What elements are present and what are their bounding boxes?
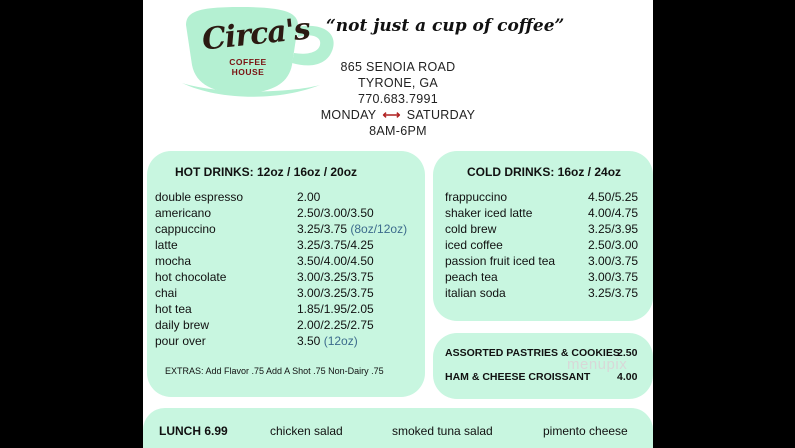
- item-price: 3.00/3.75: [588, 254, 639, 268]
- lunch-panel: [143, 408, 653, 448]
- item-name: double espresso: [155, 190, 244, 204]
- item-price: 2.50/3.00/3.50: [297, 206, 374, 220]
- item-price: 4.00/4.75: [588, 206, 639, 220]
- item-name: mocha: [155, 254, 192, 268]
- range-arrow-icon: ⟷: [382, 108, 401, 122]
- item-price: 2.50: [617, 347, 638, 359]
- item-name: pour over: [155, 334, 206, 348]
- item-price: 3.25/3.75 (8oz/12oz): [297, 222, 408, 236]
- item-name: iced coffee: [445, 238, 503, 252]
- hot-drinks-panel: [147, 151, 425, 397]
- menu-item: [445, 285, 645, 301]
- item-price: 2.50/3.00: [588, 238, 639, 252]
- item-price: 2.00: [297, 190, 321, 204]
- menu-item: [445, 205, 645, 221]
- menu-item: [155, 333, 415, 349]
- lunch-item: chicken salad: [270, 424, 343, 438]
- item-name: frappuccino: [445, 190, 508, 204]
- item-name: americano: [155, 206, 212, 220]
- address-street: 865 SENOIA ROAD: [340, 60, 456, 74]
- item-name: daily brew: [155, 318, 210, 332]
- item-price: 3.25/3.95: [588, 222, 639, 236]
- menu-item: [445, 237, 645, 253]
- menu-item: [445, 189, 645, 205]
- item-price: 3.50 (12oz): [297, 334, 358, 348]
- lunch-item: pimento cheese: [543, 424, 628, 438]
- logo-sub-line1: COFFEE: [229, 57, 267, 67]
- item-name: italian soda: [445, 286, 506, 300]
- item-price: 4.50/5.25: [588, 190, 639, 204]
- item-price: 2.00/2.25/2.75: [297, 318, 374, 332]
- logo: [180, 5, 340, 97]
- menu-item: [445, 269, 645, 285]
- cold-drinks-panel: [433, 151, 653, 321]
- menu-item: [155, 285, 415, 301]
- phone-number[interactable]: 770.683.7991: [357, 92, 439, 106]
- menu-item: [445, 253, 645, 269]
- item-name: cappuccino: [155, 222, 216, 236]
- hours: 8AM-6PM: [369, 124, 427, 138]
- item-price: 3.00/3.75: [588, 270, 639, 284]
- menu-item: [155, 221, 415, 237]
- item-price: 4.00: [617, 371, 638, 383]
- address-block: [320, 59, 476, 139]
- item-price: 3.25/3.75/4.25: [297, 238, 374, 252]
- item-price: 3.25/3.75: [588, 286, 639, 300]
- item-price: 3.50/4.00/4.50: [297, 254, 374, 268]
- cold-drinks-title: COLD DRINKS: 16oz / 24oz: [467, 165, 622, 179]
- item-name: HAM & CHEESE CROISSANT: [445, 371, 591, 383]
- item-name: hot tea: [155, 302, 192, 316]
- item-name: ASSORTED PASTRIES & COOKIES: [445, 347, 620, 359]
- logo-subtitle: [218, 57, 278, 77]
- menu-item: [155, 205, 415, 221]
- item-name: latte: [155, 238, 178, 252]
- extras-note: EXTRAS: Add Flavor .75 Add A Shot .75 Non-Dairy .75: [165, 366, 384, 376]
- item-name: passion fruit iced tea: [445, 254, 556, 268]
- menu-item: [155, 237, 415, 253]
- item-price: 3.00/3.25/3.75: [297, 286, 374, 300]
- item-name: cold brew: [445, 222, 497, 236]
- item-name: shaker iced latte: [445, 206, 533, 220]
- lunch-title: LUNCH 6.99: [159, 424, 228, 438]
- lunch-item: smoked tuna salad: [392, 424, 493, 438]
- day-end: SATURDAY: [406, 108, 476, 122]
- menu-item: [155, 253, 415, 269]
- item-name: chai: [155, 286, 178, 300]
- item-price: 3.00/3.25/3.75: [297, 270, 374, 284]
- address-city: TYRONE, GA: [357, 76, 439, 90]
- logo-name: Circa's: [200, 11, 312, 58]
- menu-page: [143, 0, 653, 448]
- day-start: MONDAY: [320, 108, 377, 122]
- hot-drinks-title: HOT DRINKS: 12oz / 16oz / 20oz: [175, 165, 358, 179]
- tagline: “not just a cup of coffee”: [326, 16, 565, 36]
- menu-item: [155, 269, 415, 285]
- menu-item: [155, 317, 415, 333]
- item-name: hot chocolate: [155, 270, 227, 284]
- menu-item: [445, 221, 645, 237]
- item-name: peach tea: [445, 270, 498, 284]
- days-open: [320, 107, 476, 123]
- logo-sub-line2: HOUSE: [231, 67, 265, 77]
- item-price: 1.85/1.95/2.05: [297, 302, 374, 316]
- menu-item: [155, 301, 415, 317]
- watermark: menupix: [567, 356, 628, 373]
- menu-item: [155, 189, 415, 205]
